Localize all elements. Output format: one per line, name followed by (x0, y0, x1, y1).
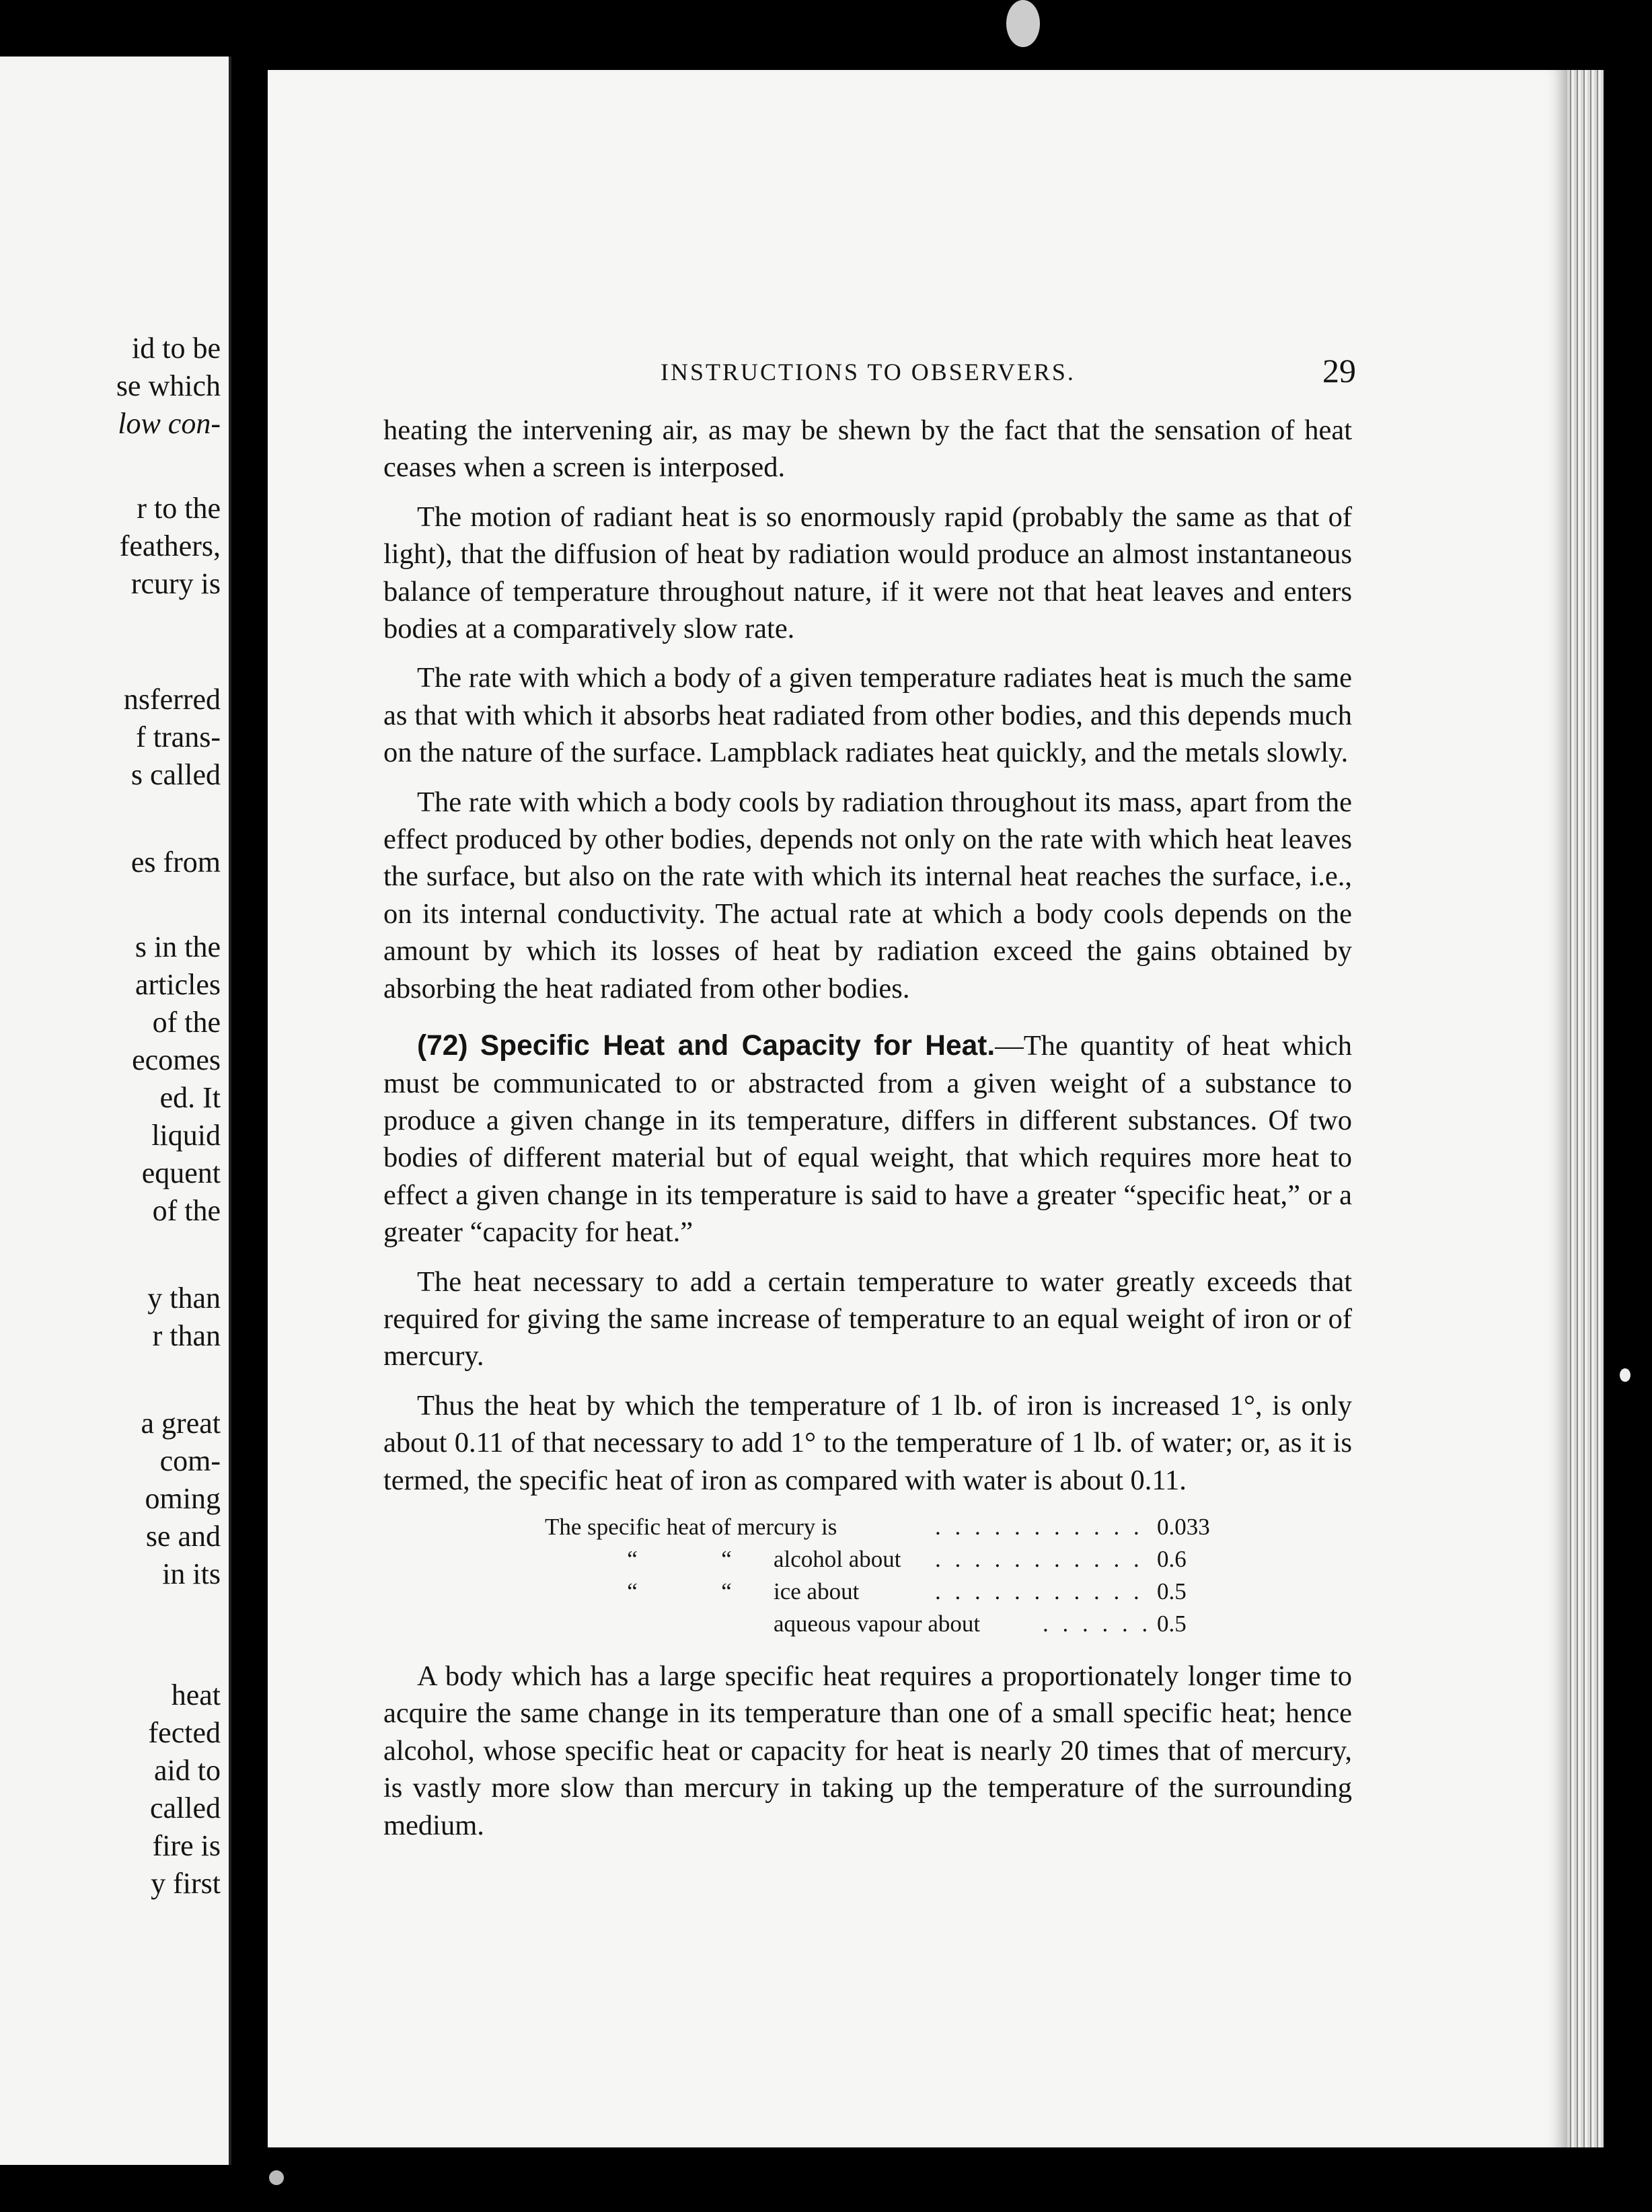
left-line: liquid (151, 1119, 221, 1152)
left-line: of the (152, 1194, 221, 1227)
dot-leader (935, 1511, 1150, 1543)
paragraph: The heat necessary to add a certain temperature to water greatly exceeds that required for giving the same increase of temperature to an equal weight of iron or of mercury. (383, 1265, 1352, 1372)
left-line: y than (147, 1282, 221, 1315)
left-line: ed. It (159, 1081, 221, 1114)
left-line: oming (145, 1482, 221, 1515)
ditto-mark: “ (721, 1578, 732, 1605)
left-line: equent (141, 1156, 221, 1189)
left-line: articles (135, 968, 221, 1001)
left-line: fire is (152, 1829, 221, 1862)
paragraph: heating the intervening air, as may be shewn by the fact that the sensation of heat ceases when a screen is interposed. (383, 414, 1352, 484)
left-line: of the (152, 1006, 221, 1039)
left-line: com- (159, 1444, 221, 1477)
left-line: fected (148, 1716, 221, 1749)
ditto-marks (545, 1576, 774, 1608)
left-line: s in the (135, 930, 221, 963)
ditto-mark: “ (627, 1578, 638, 1605)
left-line: y first (151, 1867, 221, 1900)
ditto-marks (545, 1543, 774, 1576)
table-row (545, 1608, 1217, 1640)
left-line: se and (145, 1520, 221, 1553)
left-line: r to the (137, 492, 221, 525)
table-value: 0.5 (1157, 1610, 1187, 1637)
paragraph: The rate with which a body of a given temperature radiates heat is much the same as that with which it absorbs heat radiated from other bodies, and this depends much on the nature of the surface. Lampblack radiates heat quickly, and the metals slowly. (383, 662, 1352, 769)
section-title: Specific Heat and Capacity for Heat. (480, 1030, 996, 1062)
table-row (545, 1543, 1217, 1576)
left-line: r than (152, 1319, 221, 1352)
table-value: 0.6 (1157, 1545, 1187, 1572)
dot-leader (1043, 1608, 1150, 1640)
left-line: a great (141, 1407, 221, 1440)
paragraph: The rate with which a body cools by radiation throughout its mass, apart from the effect produced by other bodies, depends not only on the rate with which heat leaves the surface, but also on the rate with which its internal heat reaches the surface, i.e., on its internal conductivity. The actual rate at which a body cools depends on the amount by which its losses of heat by radiation exceed the gains obtained by absorbing the heat radiated from other bodies. (383, 786, 1352, 1004)
table-row (545, 1511, 1217, 1543)
table-row (545, 1576, 1217, 1608)
left-line: id to be (132, 332, 221, 365)
left-page-fragment (0, 57, 231, 2165)
page-number: 29 (1322, 352, 1356, 390)
specific-heat-table (545, 1511, 1217, 1640)
section-paragraph (383, 1027, 1352, 1251)
section-text: —The quantity of heat which must be communicated to or abstracted from a given weight of a substance to produce a given change in its temperature, differs in different substances. Of two bodies of different material but of equal weight, that which requires more heat to effect a given change in its temperature is said to have a greater “specific heat,” or a greater “capacity for heat.” (383, 1030, 1352, 1249)
running-head: INSTRUCTIONS TO OBSERVERS. (661, 359, 1076, 385)
left-line: ecomes (132, 1043, 221, 1076)
paragraph: Thus the heat by which the temperature of 1 lb. of iron is increased 1°, is only about 0.11 of that necessary to add 1° to the temperature of 1 lb. of water; or, as it is termed, the specific heat of iron as compared with water is about 0.11. (383, 1389, 1352, 1496)
dot-leader (935, 1576, 1150, 1608)
paragraph: A body which has a large specific heat requires a proportionately longer time to acquire the same change in its temperature than one of a small specific heat; hence alcohol, whose specific heat or capacity for heat is nearly 20 times that of mercury, is vastly more slow than mercury in taking up the temperature of the surrounding medium. (383, 1660, 1352, 1841)
paragraph: The motion of radiant heat is so enormously rapid (probably the same as that of light), that the diffusion of heat by radiation would produce an almost instantaneous balance of temperature throughout nature, if it were not that heat leaves and enters bodies at a comparatively slow rate. (383, 501, 1352, 645)
table-value: 0.5 (1157, 1578, 1187, 1605)
left-line: feathers, (119, 529, 221, 562)
left-line: se which (116, 369, 221, 402)
table-label: aqueous vapour about (774, 1610, 981, 1637)
dot-leader (935, 1543, 1150, 1576)
ditto-mark: “ (721, 1545, 732, 1572)
left-line: f trans- (136, 721, 221, 753)
left-line: aid to (154, 1754, 221, 1787)
left-line: in its (162, 1557, 221, 1590)
left-line: low con- (118, 407, 221, 440)
left-line: called (149, 1792, 221, 1824)
table-label: ice about (774, 1578, 860, 1605)
scan-speck (269, 2170, 284, 2185)
left-line: heat (171, 1679, 221, 1711)
left-line: rcury is (130, 567, 221, 600)
left-line: s called (130, 758, 221, 791)
left-line: nsferred (123, 683, 221, 716)
page-header (268, 352, 1570, 396)
table-value: 0.033 (1157, 1513, 1210, 1540)
section-number: (72) (417, 1030, 468, 1062)
table-label: The specific heat of mercury is (545, 1513, 837, 1540)
ditto-mark: “ (627, 1545, 638, 1572)
scan-speck (1620, 1368, 1630, 1382)
page-edges (1567, 70, 1604, 2147)
left-line: es from (130, 846, 221, 879)
body-text (383, 412, 1352, 1856)
scan-speck (1006, 0, 1040, 47)
table-label: alcohol about (774, 1545, 901, 1572)
book-page (268, 70, 1570, 2147)
